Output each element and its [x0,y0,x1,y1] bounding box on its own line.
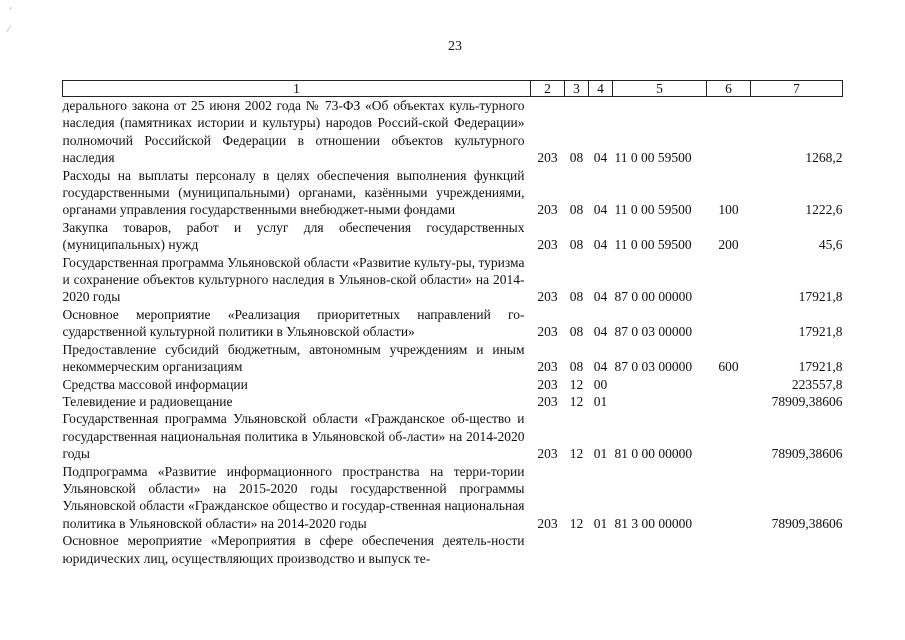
row-grbs: 203 [537,359,558,375]
row-subsection: 01 [593,393,608,409]
row-section: 08 [569,202,584,218]
row-section: 12 [569,376,584,392]
row-expense-type [707,97,751,167]
table-header-row [63,81,843,97]
page-number: 23 [448,39,462,54]
row-name: дерального закона от 25 июня 2002 года № 73-ФЗ «Об объектах куль-турного наследия (памятниках истории и культуры) народов Россий-ской Федерации» полномочий Российской Федерации в отношении объектов культурного наследия [62,98,525,166]
table-row [63,341,843,376]
row-amount: 78909,38606 [771,393,843,409]
row-section: 12 [569,446,584,462]
col-header-grbs: 2 [531,81,565,97]
row-grbs: 203 [537,237,558,253]
row-name: Средства массовой информации [62,376,248,392]
row-subsection: 04 [593,202,608,218]
scan-mark: ' [10,6,12,16]
table-row [63,532,843,567]
row-name: Предоставление субсидий бюджетным, автономным учреждениям и иным некоммерческим организациям [62,341,525,375]
table-row [63,97,843,167]
row-expense-type [707,410,751,462]
row-grbs: 203 [537,150,558,166]
row-subsection: 01 [593,515,608,531]
row-subsection: 04 [593,324,608,340]
row-subsection: 01 [593,446,608,462]
col-header-name: 1 [63,81,531,97]
row-target-article: 87 0 03 00000 [614,359,693,375]
row-section: 08 [569,359,584,375]
row-amount: 17921,8 [798,324,843,340]
row-amount: 17921,8 [798,359,843,375]
table-row [63,410,843,462]
row-subsection: 00 [593,376,608,392]
row-name: Основное мероприятие «Мероприятия в сфере обеспечения деятель-ности юридических лиц, осуществляющих производство и выпуск те- [62,533,525,566]
row-amount: 78909,38606 [771,446,843,462]
row-target-article: 81 0 00 00000 [614,446,693,462]
row-section: 08 [569,289,584,305]
row-grbs: 203 [537,393,558,409]
row-target-article [613,393,707,410]
row-grbs: 203 [537,376,558,392]
row-amount: 45,6 [818,237,843,253]
row-grbs: 203 [537,446,558,462]
row-target-article: 11 0 00 59500 [614,237,692,253]
table-row [63,376,843,393]
row-grbs: 203 [537,289,558,305]
budget-table [62,80,843,567]
row-expense-type [707,463,751,533]
row-target-article: 87 0 00 00000 [614,289,693,305]
row-name: Государственная программа Ульяновской области «Развитие культу-ры, туризма и сохранение объектов культурного наследия в Ульянов-ской области» на 2014-2020 годы [62,254,525,305]
row-expense-type: 600 [718,359,739,375]
row-grbs: 203 [537,202,558,218]
row-expense-type: 100 [718,202,739,218]
scan-mark: ⁄ [8,24,10,34]
row-subsection: 04 [593,289,608,305]
row-expense-type: 200 [718,237,739,253]
table-row [63,393,843,410]
row-section: 08 [569,324,584,340]
col-header-subsection: 4 [589,81,613,97]
row-expense-type [707,393,751,410]
row-expense-type [707,254,751,306]
row-target-article: 11 0 00 59500 [614,202,692,218]
row-name: Подпрограмма «Развитие информационного пространства на терри-тории Ульяновской области» на 2015-2020 годы государственной программы Ульяновской области «Гражданское общество и государ-ственная национальная политика в Ульяновской области» на 2014-2020 годы [62,463,525,531]
row-name: Расходы на выплаты персоналу в целях обеспечения выполнения функций государственными (муниципальными) органами, казёнными учреждениями, органами управления государственными внебюджет-ными фондами [62,167,525,218]
row-section [565,532,589,567]
row-amount: 1222,6 [805,202,843,218]
col-header-target-article: 5 [613,81,707,97]
row-amount [751,532,843,567]
row-target-article: 87 0 03 00000 [614,324,693,340]
row-name: Закупка товаров, работ и услуг для обеспечения государственных (муниципальных) нужд [62,219,525,253]
row-target-article [613,532,707,567]
row-subsection [589,532,613,567]
row-grbs: 203 [537,515,558,531]
row-name: Государственная программа Ульяновской области «Гражданское об-щество и государственная национальная политика в Ульяновской об-ласти» на 2014-2020 годы [62,411,525,462]
table-row [63,254,843,306]
table-row [63,306,843,341]
row-expense-type [707,532,751,567]
row-target-article [613,376,707,393]
row-subsection: 04 [593,237,608,253]
table-row [63,167,843,219]
row-section: 12 [569,393,584,409]
row-amount: 1268,2 [805,150,843,166]
col-header-amount: 7 [751,81,843,97]
row-name: Телевидение и радиовещание [62,393,233,409]
row-subsection: 04 [593,150,608,166]
row-amount: 17921,8 [798,289,843,305]
row-target-article: 11 0 00 59500 [614,150,692,166]
row-section: 08 [569,237,584,253]
row-subsection: 04 [593,359,608,375]
row-amount: 78909,38606 [771,515,843,531]
table-row [63,219,843,254]
col-header-expense-type: 6 [707,81,751,97]
row-section: 08 [569,150,584,166]
row-expense-type [707,376,751,393]
row-amount: 223557,8 [791,376,843,392]
row-target-article: 81 3 00 00000 [614,515,693,531]
col-header-section: 3 [565,81,589,97]
row-expense-type [707,306,751,341]
row-name: Основное мероприятие «Реализация приоритетных направлений го-сударственной культурной политики в Ульяновской области» [62,306,525,340]
row-grbs [531,532,565,567]
table-row [63,463,843,533]
row-section: 12 [569,515,584,531]
row-grbs: 203 [537,324,558,340]
